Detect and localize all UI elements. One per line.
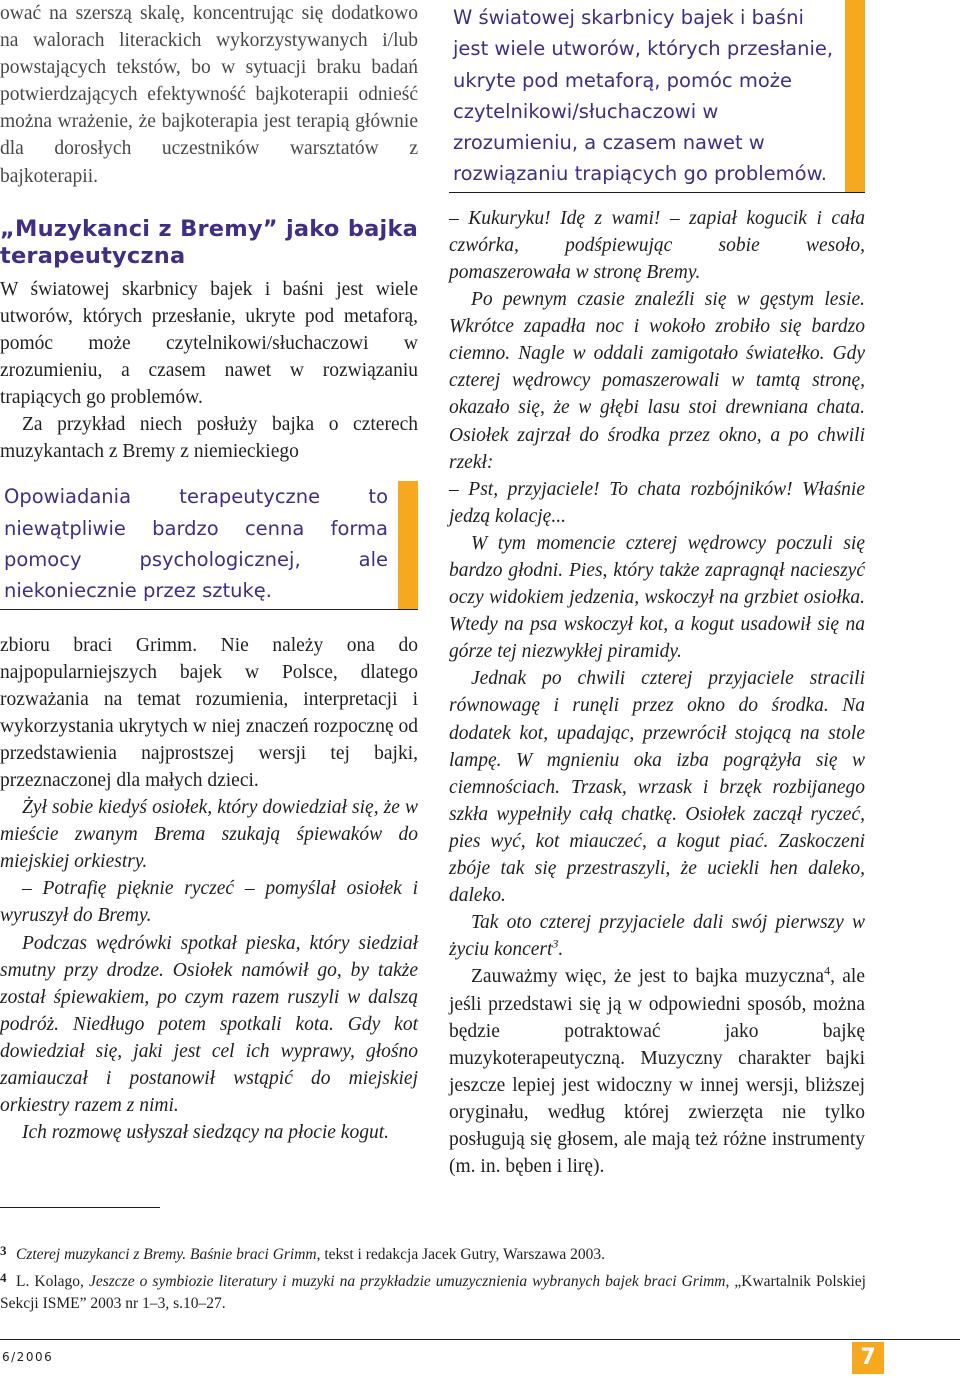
dialog-text: – Kukuryku! Idę z wami! <box>449 207 661 229</box>
footnote-author: L. Kolago, <box>16 1272 89 1290</box>
pull-quote-left <box>0 481 418 609</box>
pull-quote-right-text: W światowej skarbnicy bajek i baśni jest wiele utworów, których przesłanie, ukryte pod metaforą, pomóc może czytelnikowi/słuchaczowi w zrozumieniu, a czasem nawet w rozwiązaniu trapiących go problemów. <box>453 6 834 186</box>
paragraph-4-end: , ale jeśli przedstawi się ją w odpowiedni sposób, można będzie potraktować jako bajkę muzykoterapeutyczną. Muzyczny charakter bajki jeszcze lepiej jest widoczny w innej wersji, bliższej oryginału, według której zwierzęta nie tylko posługują się głosem, ale mają też różne instrumenty (m. in. bęben i lirę). <box>449 966 866 1178</box>
pull-quote-accent-bar <box>845 0 865 192</box>
story-end-text: Tak oto czterej przyjaciele dali swój pierwszy w życiu koncert <box>449 912 865 961</box>
paragraph-1: W światowej skarbnicy bajek i baśni jest wiele utworów, których przesłanie, ukryte pod metaforą, pomóc może czytelnikowi/słuchaczowi w zrozumieniu, a czasem nawet w rozwiązaniu trapiących go problemów. <box>0 278 418 409</box>
story-end-period: . <box>558 939 564 961</box>
right-column <box>449 0 865 1180</box>
footnote-ref-3: 3 <box>552 936 559 951</box>
story-dialog-1 <box>449 205 865 286</box>
pull-quote-right <box>449 0 865 193</box>
paragraph-4 <box>449 963 865 1180</box>
footnote-number: 3 <box>0 1243 7 1258</box>
story-paragraph-3: Podczas wędrówki spotkał pieska, który siedział smutny przy drodze. Osiołek namówił go, by także został śpiewakiem, po czym razem ruszyli w dalszą podróż. Niedługo potem spotkali kota. Gdy kot dowiedział się, jaki jest cel ich wyprawy, głośno zamiauczał i postanowił wstąpić do miejskiej orkiestry razem z nimi. <box>0 932 418 1117</box>
story-paragraph-6: W tym momencie czterej wędrowcy poczuli się bardzo głodni. Pies, który także zapragnął nacieszyć oczy widokiem jedzenia, wskoczył na grzbiet osiołka. Wtedy na psa wskoczył kot, a kogut usadowił się na górze tej niezwykłej piramidy. <box>449 532 865 663</box>
section-heading: „Muzykanci z Bremy” jako bajka terapeutyczna <box>0 215 418 269</box>
story-paragraph-1: Żył sobie kiedyś osiołek, który dowiedział się, że w mieście zwanym Brema szukają śpiewaków do miejskiej orkiestry. <box>0 797 418 873</box>
story-paragraph-4: Ich rozmowę usłyszał siedzący na płocie kogut. <box>22 1122 390 1144</box>
footnote-rest: , tekst i redakcja Jacek Gutry, Warszawa 2003. <box>316 1246 606 1263</box>
footnote-rest: , „Kwartalnik Polskiej Sekcji ISME” 2003 nr 1–3, s.10–27. <box>0 1272 866 1312</box>
page-number: 7 <box>852 1342 884 1374</box>
footnote-4 <box>0 1267 866 1316</box>
paragraph-4-start: Zauważmy więc, że jest to bajka muzyczna <box>471 966 825 988</box>
footnote-title: Czterej muzykanci z Bremy. Baśnie braci Grimm <box>16 1246 317 1263</box>
footnote-ref-4: 4 <box>824 963 831 978</box>
paragraph-2: Za przykład niech posłuży bajka o czterech muzykantach z Bremy z niemieckiego <box>0 414 418 463</box>
story-paragraph-2: – Potrafię pięknie ryczeć – pomyślał osiołek i wyruszył do Bremy. <box>0 878 418 927</box>
left-column <box>0 0 418 1146</box>
pull-quote-left-text: Opowiadania terapeutyczne to niewątpliwie bardzo cenna forma pomocy psychologicznej, ale niekoniecznie przez sztukę. <box>4 485 388 603</box>
story-paragraph-5: Po pewnym czasie znaleźli się w gęstym lesie. Wkrótce zapadła noc i wokoło zrobiło się bardzo ciemno. Nagle w oddali zamigotało światełko. Gdy czterej wędrowcy pomaszerowali w tamtą stronę, okazało się, że w głębi lasu stoi drewniana chata. Osiołek zajrzał do środka przez okno, a po chwili rzekł: <box>449 289 865 473</box>
left-body <box>0 0 418 1146</box>
footer-divider <box>0 1339 960 1340</box>
paragraph-3: zbioru braci Grimm. Nie należy ona do najpopularniejszych bajek w Polsce, dlatego rozważania na temat rozumienia, interpretacji i wykorzystania ukrytych w niej znaczeń rozpocznę od przedstawienia najprostszej wersji tej bajki, przeznaczonej dla małych dzieci. <box>0 634 418 791</box>
footnote-number: 4 <box>0 1269 7 1285</box>
right-body <box>449 205 865 1180</box>
footnotes <box>0 1240 866 1316</box>
footnote-title: Jeszcze o symbiozie literatury i muzyki na przykładzie umuzycznienia wybranych bajek braci Grimm <box>88 1272 726 1290</box>
story-dialog-2: – Pst, przyjaciele! To chata rozbójników! Właśnie jedzą kolację... <box>449 478 865 527</box>
story-paragraph-7: Jednak po chwili czterej przyjaciele stracili równowagę i runęli przez okno do środka. Na dodatek kot, upadając, przewrócił stojącą na stole lampę. W mgnieniu oka izba pogrążyła się w ciemnościach. Trzask, wrzask i brzęk rozbijanego szkła wypełniły całą chatkę. Osiołek zaczął ryczeć, pies wyć, kot miauczeć, a kogut piać. Zaskoczeni zbóje tak się przestraszyli, że uciekli hen daleko, daleko. <box>449 668 865 907</box>
footnote-3 <box>0 1240 866 1267</box>
footnote-divider <box>0 1207 160 1208</box>
pull-quote-accent-bar <box>398 481 418 608</box>
dialog-narration: – zapiał kogucik i cała czwórka, podśpiewując sobie wesoło, pomaszerowała w stronę Bremy. <box>449 207 865 283</box>
issue-label: 6/2006 <box>2 1350 54 1364</box>
story-paragraph-8 <box>449 909 865 963</box>
intro-paragraph: ować na szerszą skalę, koncentrując się dodatkowo na walorach literackich wykorzystywanych i/lub powstających tekstów, bo w sytuacji braku badań potwierdzających efektywność bajkoterapii odnieść można wrażenie, że bajkoterapia jest terapią głównie dla dorosłych uczestników warsztatów z bajkoterapii. <box>0 3 418 187</box>
